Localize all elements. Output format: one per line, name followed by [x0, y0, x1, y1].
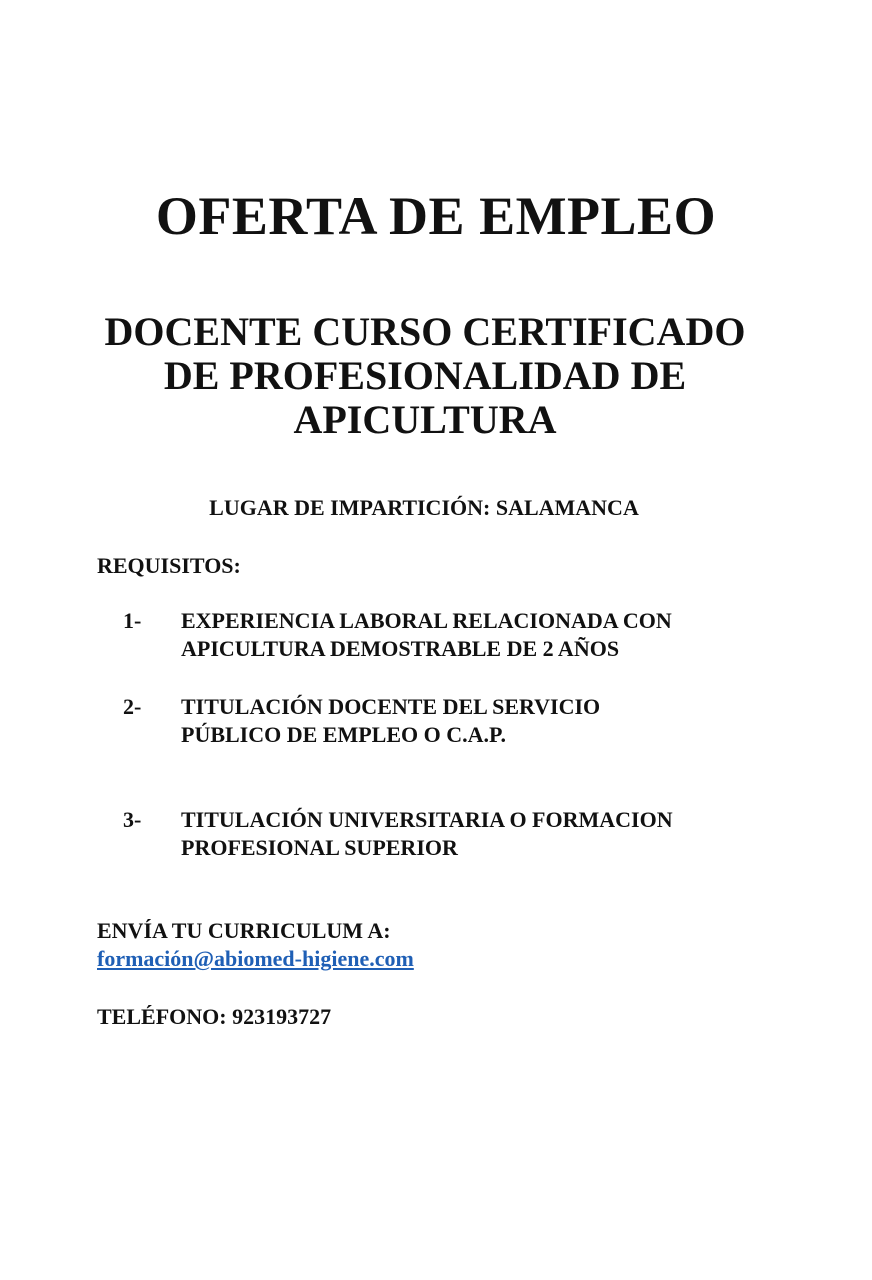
requirement-text [181, 806, 781, 862]
requirement-line: APICULTURA DEMOSTRABLE DE 2 AÑOS [181, 636, 620, 661]
page-title: OFERTA DE EMPLEO [155, 186, 717, 246]
requirements-heading: REQUISITOS: [97, 553, 241, 578]
requirement-line: TITULACIÓN UNIVERSITARIA O FORMACION [181, 807, 673, 832]
email-link[interactable]: formación@abiomed-higiene.com [97, 946, 414, 971]
job-position-line: DE PROFESIONALIDAD DE [163, 353, 687, 398]
requirement-text [181, 693, 781, 749]
job-position-line: DOCENTE CURSO CERTIFICADO [104, 309, 746, 354]
phone-line: TELÉFONO: 923193727 [97, 1004, 332, 1029]
requirement-line: PÚBLICO DE EMPLEO O C.A.P. [181, 722, 506, 747]
requirement-number: 2- [123, 694, 142, 719]
location-line: LUGAR DE IMPARTICIÓN: SALAMANCA [209, 495, 639, 520]
job-position-title [0, 310, 850, 442]
requirement-line: EXPERIENCIA LABORAL RELACIONADA CON [181, 608, 672, 633]
requirement-number: 1- [123, 608, 142, 633]
job-position-line: APICULTURA [293, 397, 557, 442]
requirement-number: 3- [123, 807, 142, 832]
requirement-line: PROFESIONAL SUPERIOR [181, 835, 458, 860]
requirement-line: TITULACIÓN DOCENTE DEL SERVICIO [181, 694, 601, 719]
requirement-text [181, 607, 781, 663]
send-cv-label: ENVÍA TU CURRICULUM A: [97, 918, 391, 943]
